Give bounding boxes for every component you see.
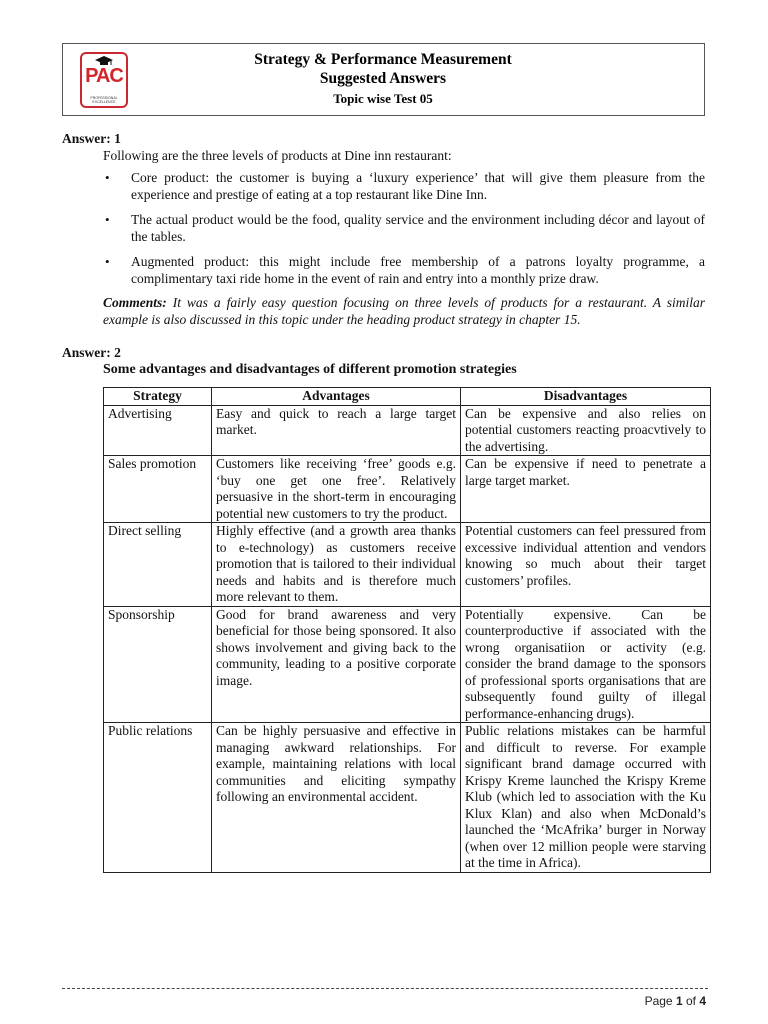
strategy-cell: Sales promotion	[104, 456, 212, 523]
column-header-disadvantages: Disadvantages	[461, 388, 711, 406]
bullet-icon: •	[105, 254, 110, 269]
strategy-cell: Advertising	[104, 405, 212, 456]
logo-tagline: PROFESSIONAL EXCELLENCE	[90, 96, 118, 104]
answer-1-comments	[103, 295, 705, 328]
product-levels-list	[103, 170, 705, 296]
document-subtitle: Suggested Answers	[319, 70, 447, 87]
answer-2-label: Answer: 2	[62, 345, 121, 360]
page-number	[645, 994, 706, 1008]
table-row	[104, 405, 711, 456]
strategy-cell: Public relations	[104, 723, 212, 873]
logo-text: PAC	[85, 65, 123, 87]
table-header-row	[104, 388, 711, 406]
column-header-strategy: Strategy	[104, 388, 212, 406]
document-header	[62, 43, 705, 116]
advantages-cell: Good for brand awareness and very beneficial for those being sponsored. It also shows involvement and giving back to the community, leading to a positive corporate image.	[212, 606, 461, 723]
page-total: 4	[699, 994, 706, 1008]
list-item	[103, 170, 705, 203]
answer-1-label: Answer: 1	[62, 131, 121, 146]
strategy-cell: Direct selling	[104, 523, 212, 607]
list-item-text: The actual product would be the food, quality service and the environment including décor and layout of the tables.	[131, 212, 705, 244]
answer-1-intro: Following are the three levels of products at Dine inn restaurant:	[103, 148, 452, 163]
bullet-icon: •	[105, 170, 110, 185]
list-item-text: Core product: the customer is buying a ‘luxury experience’ that will give them pleasure from the experience and prestige of eating at a top restaurant like Dine Inn.	[131, 170, 705, 202]
comments-text: It was a fairly easy question focusing on three levels of products for a restaurant. A similar example is also discussed in this topic under the heading product strategy in chapter 15.	[103, 295, 705, 327]
bullet-icon: •	[105, 212, 110, 227]
page-of: of	[682, 994, 700, 1008]
list-item-text: Augmented product: this might include free membership of a patrons loyalty programme, a complimentary taxi ride home in the event of rain and entry into a monthly prize draw.	[131, 254, 705, 286]
table-row	[104, 523, 711, 607]
column-header-advantages: Advantages	[212, 388, 461, 406]
disadvantages-cell: Public relations mistakes can be harmful and difficult to reverse. For example significant brand damage occurred with Krispy Kreme launched the Krispy Kreme Klub (which led to association with the Ku Klux Klan) and also when McDonald’s launched the ‘McAfrika’ burger in Norway (when over 12 million people were starving at the time in Africa).	[461, 723, 711, 873]
disadvantages-cell: Can be expensive and also relies on potential customers reacting proacvtively to the advertising.	[461, 405, 711, 456]
test-name: Topic wise Test 05	[333, 91, 433, 106]
document-title: Strategy & Performance Measurement	[254, 51, 512, 68]
comments-label: Comments:	[103, 295, 167, 310]
advantages-cell: Customers like receiving ‘free’ goods e.g. ‘buy one get one free’. Relatively persuasive in the short-term in encouraging potential new customers to try the product.	[212, 456, 461, 523]
list-item	[103, 212, 705, 245]
disadvantages-cell: Potentially expensive. Can be counterproductive if associated with the wrong organisatiion or activity (e.g. consider the brand damage to the sponsors of professional sports organisations that are subsequently found guilty of illegal performance-enhancing drugs).	[461, 606, 711, 723]
table-title: Some advantages and disadvantages of different promotion strategies	[103, 362, 517, 377]
disadvantages-cell: Potential customers can feel pressured from excessive individual attention and vendors knowing so much about their target customers’ profiles.	[461, 523, 711, 607]
promotion-strategies-table	[103, 387, 711, 873]
page-current: 1	[675, 994, 683, 1008]
table-row	[104, 723, 711, 873]
disadvantages-cell: Can be expensive if need to penetrate a large target market.	[461, 456, 711, 523]
advantages-cell: Easy and quick to reach a large target market.	[212, 405, 461, 456]
table-row	[104, 456, 711, 523]
strategy-cell: Sponsorship	[104, 606, 212, 723]
pac-logo	[80, 52, 128, 108]
advantages-cell: Can be highly persuasive and effective in managing awkward relationships. For example, maintaining relations with local communities and eliciting sympathy following an environmental accident.	[212, 723, 461, 873]
advantages-cell: Highly effective (and a growth area thanks to e-technology) as customers receive promotion that is tailored to their individual needs and habits and is therefore much more relevant to them.	[212, 523, 461, 607]
page-word: Page	[644, 994, 676, 1008]
list-item	[103, 254, 705, 287]
footer-divider	[62, 988, 708, 989]
table-row	[104, 606, 711, 723]
